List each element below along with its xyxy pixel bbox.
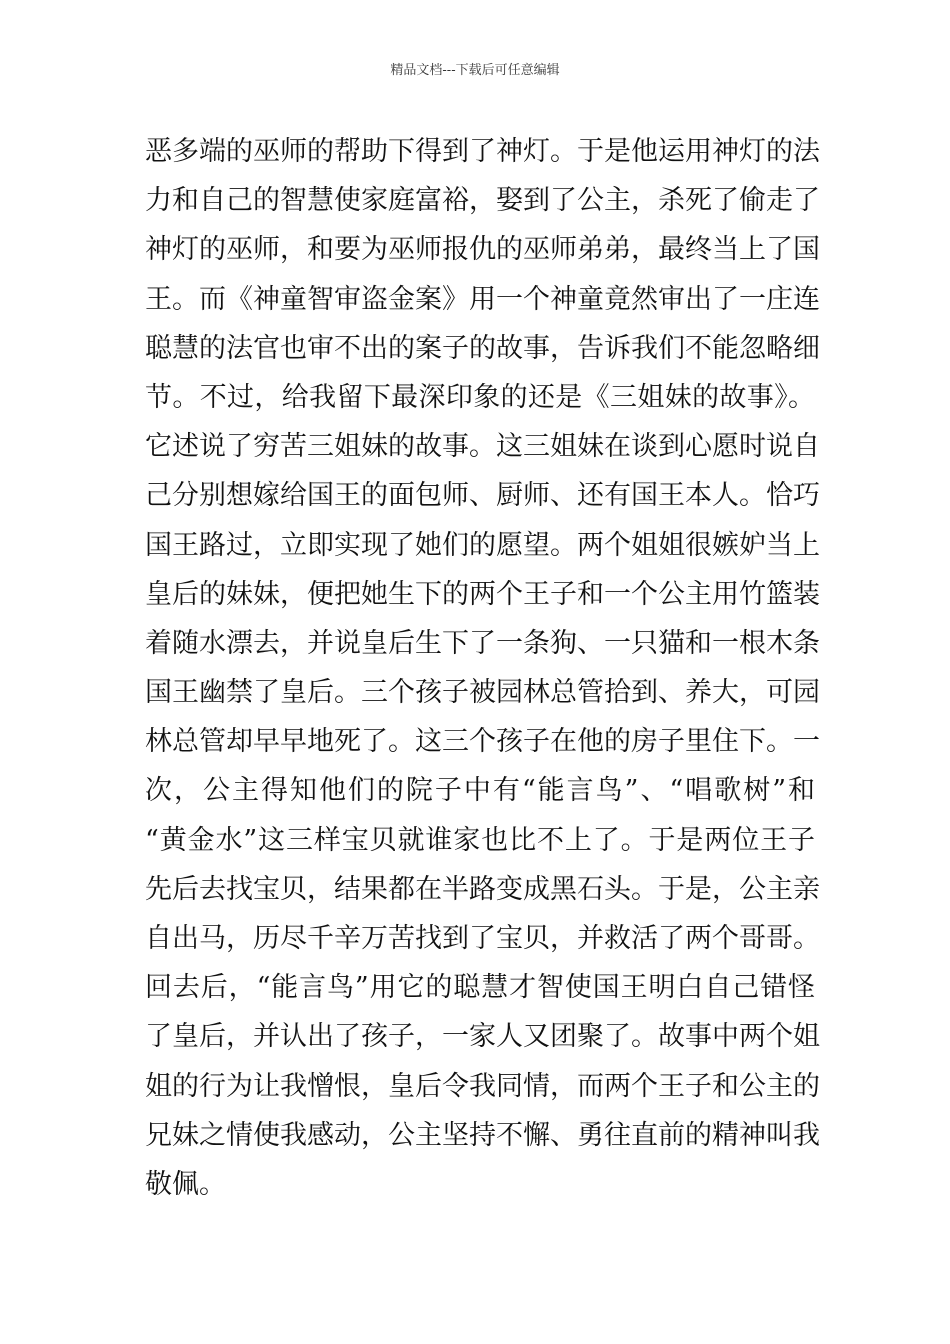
text-line: 皇后的妹妹，便把她生下的两个王子和一个公主用竹篮装 — [145, 578, 820, 610]
text-line: 林总管却早早地死了。这三个孩子在他的房子里住下。一 — [145, 726, 820, 758]
text-line: 着随水漂去，并说皇后生下了一条狗、一只猫和一根木条 — [145, 627, 820, 659]
text-line: “黄金水”这三样宝贝就谁家也比不上了。于是两位王子 — [145, 824, 815, 856]
page-header: 精品文档---下载后可任意编辑 — [390, 63, 560, 78]
text-line: 聪慧的法官也审不出的案子的故事，告诉我们不能忽略细 — [145, 332, 820, 364]
text-line: 王。而《神童智审盗金案》用一个神童竟然审出了一庄连 — [145, 283, 820, 315]
text-line: 国王幽禁了皇后。三个孩子被园林总管拾到、养大，可园 — [145, 677, 820, 709]
text-line: 次，公主得知他们的院子中有“能言鸟”、“唱歌树”和 — [145, 775, 815, 807]
text-line: 国王路过，立即实现了她们的愿望。两个姐姐很嫉妒当上 — [145, 529, 820, 561]
text-line: 神灯的巫师，和要为巫师报仇的巫师弟弟，最终当上了国 — [145, 234, 820, 266]
text-line: 兄妹之情使我感动，公主坚持不懈、勇往直前的精神叫我 — [145, 1119, 820, 1151]
text-line: 姐的行为让我憎恨，皇后令我同情，而两个王子和公主的 — [145, 1070, 820, 1102]
text-line: 力和自己的智慧使家庭富裕，娶到了公主，杀死了偷走了 — [145, 185, 820, 217]
text-line: 己分别想嫁给国王的面包师、厨师、还有国王本人。恰巧 — [145, 480, 820, 512]
text-line: 节。不过，给我留下最深印象的还是《三姐妹的故事》。 — [145, 381, 815, 413]
text-line: 恶多端的巫师的帮助下得到了神灯。于是他运用神灯的法 — [145, 136, 820, 167]
text-line: 它述说了穷苦三姐妹的故事。这三姐妹在谈到心愿时说自 — [145, 431, 820, 463]
body-text — [145, 127, 820, 1209]
text-line: 了皇后，并认出了孩子，一家人又团聚了。故事中两个姐 — [145, 1021, 820, 1053]
text-line: 敬佩。 — [145, 1168, 226, 1200]
text-line: 先后去找宝贝，结果都在半路变成黑石头。于是，公主亲 — [145, 873, 820, 905]
text-line: 回去后，“能言鸟”用它的聪慧才智使国王明白自己错怪 — [145, 972, 815, 1004]
text-line: 自出马，历尽千辛万苦找到了宝贝，并救活了两个哥哥。 — [145, 923, 820, 954]
